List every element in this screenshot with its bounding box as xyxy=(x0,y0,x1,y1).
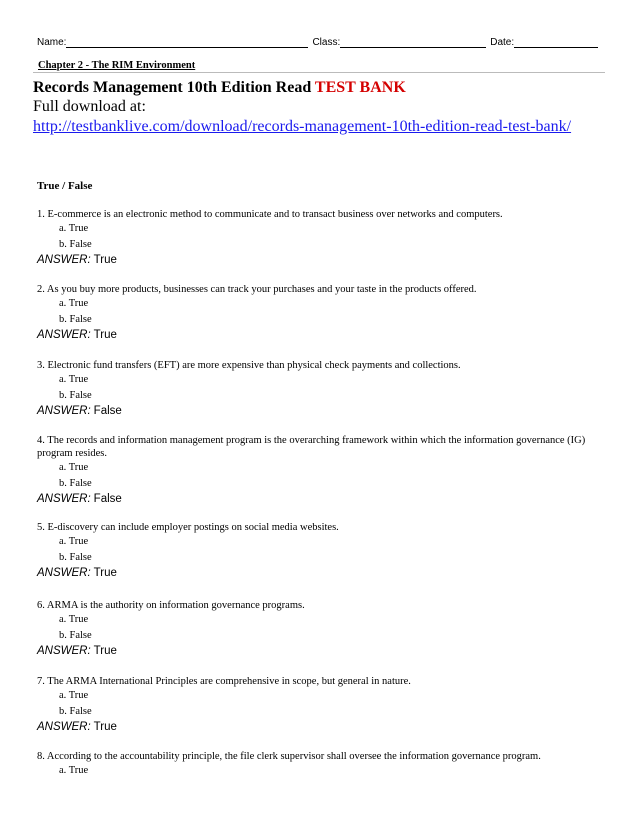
answer-label: ANSWER: xyxy=(37,721,91,733)
answer-label: ANSWER: xyxy=(37,493,91,505)
answer-option[interactable]: b. False xyxy=(59,552,92,563)
answer-key xyxy=(37,567,597,579)
answer-label: ANSWER: xyxy=(37,567,91,579)
answer-value: True xyxy=(93,254,117,266)
download-link[interactable]: http://testbanklive.com/download/records-management-10th-edition-read-test-bank/ xyxy=(33,118,572,135)
answer-option[interactable]: b. False xyxy=(59,630,92,641)
download-line: Full download at: xyxy=(33,98,146,115)
question-text: 7. The ARMA International Principles are comprehensive in scope, but general in nature. xyxy=(37,676,411,687)
answer-option[interactable]: b. False xyxy=(59,706,92,717)
answer-value: True xyxy=(93,645,117,657)
class-label: Class: xyxy=(312,37,341,48)
answer-option[interactable]: a. True xyxy=(59,223,89,234)
question-text: 5. E-discovery can include employer postings on social media websites. xyxy=(37,522,339,533)
answer-key xyxy=(37,645,597,657)
header-fields xyxy=(37,37,601,48)
answer-value: True xyxy=(93,329,117,341)
answer-value: False xyxy=(93,405,122,417)
answer-option[interactable]: a. True xyxy=(59,765,89,776)
answer-option[interactable]: a. True xyxy=(59,536,89,547)
document-title xyxy=(33,79,406,97)
question-text: 4. The records and information management program is the overarching framework within which the information governance (IG) program resides. xyxy=(37,435,586,459)
title-main: Records Management 10th Edition Read xyxy=(33,79,315,96)
title-highlight: TEST BANK xyxy=(314,79,406,96)
answer-option[interactable]: b. False xyxy=(59,390,92,401)
answer-key xyxy=(37,493,597,505)
class-field[interactable] xyxy=(340,37,486,48)
question-text: 2. As you buy more products, businesses can track your purchases and your taste in the products offered. xyxy=(37,284,477,295)
question-1 xyxy=(37,208,597,266)
answer-label: ANSWER: xyxy=(37,645,91,657)
question-7 xyxy=(37,675,597,733)
answer-option[interactable]: b. False xyxy=(59,239,92,250)
question-8 xyxy=(37,750,597,779)
section-title: True / False xyxy=(37,180,93,192)
answer-key xyxy=(37,721,597,733)
question-text: 6. ARMA is the authority on information governance programs. xyxy=(37,600,305,611)
answer-option[interactable]: a. True xyxy=(59,298,89,309)
question-5 xyxy=(37,521,597,579)
answer-option[interactable]: a. True xyxy=(59,614,89,625)
answer-value: False xyxy=(93,493,122,505)
answer-option[interactable]: b. False xyxy=(59,478,92,489)
question-2 xyxy=(37,283,597,341)
question-6 xyxy=(37,599,597,657)
name-label: Name: xyxy=(37,37,67,48)
date-label: Date: xyxy=(490,37,515,48)
answer-label: ANSWER: xyxy=(37,329,91,341)
answer-option[interactable]: a. True xyxy=(59,374,89,385)
answer-option[interactable]: a. True xyxy=(59,690,89,701)
chapter-heading: Chapter 2 - The RIM Environment xyxy=(38,60,196,71)
answer-key xyxy=(37,405,597,417)
answer-option[interactable]: b. False xyxy=(59,314,92,325)
answer-value: True xyxy=(93,721,117,733)
answer-option[interactable]: a. True xyxy=(59,462,89,473)
answer-label: ANSWER: xyxy=(37,405,91,417)
answer-label: ANSWER: xyxy=(37,254,91,266)
answer-key xyxy=(37,254,597,266)
header-divider xyxy=(33,72,605,73)
answer-key xyxy=(37,329,597,341)
question-3 xyxy=(37,359,597,417)
name-field[interactable] xyxy=(66,37,308,48)
date-field[interactable] xyxy=(514,37,598,48)
question-4 xyxy=(37,434,597,505)
question-text: 1. E-commerce is an electronic method to communicate and to transact business over networks and computers. xyxy=(37,209,503,220)
question-text: 8. According to the accountability principle, the file clerk supervisor shall oversee the information governance program. xyxy=(37,751,541,762)
question-text: 3. Electronic fund transfers (EFT) are more expensive than physical check payments and collections. xyxy=(37,360,461,371)
answer-value: True xyxy=(93,567,117,579)
